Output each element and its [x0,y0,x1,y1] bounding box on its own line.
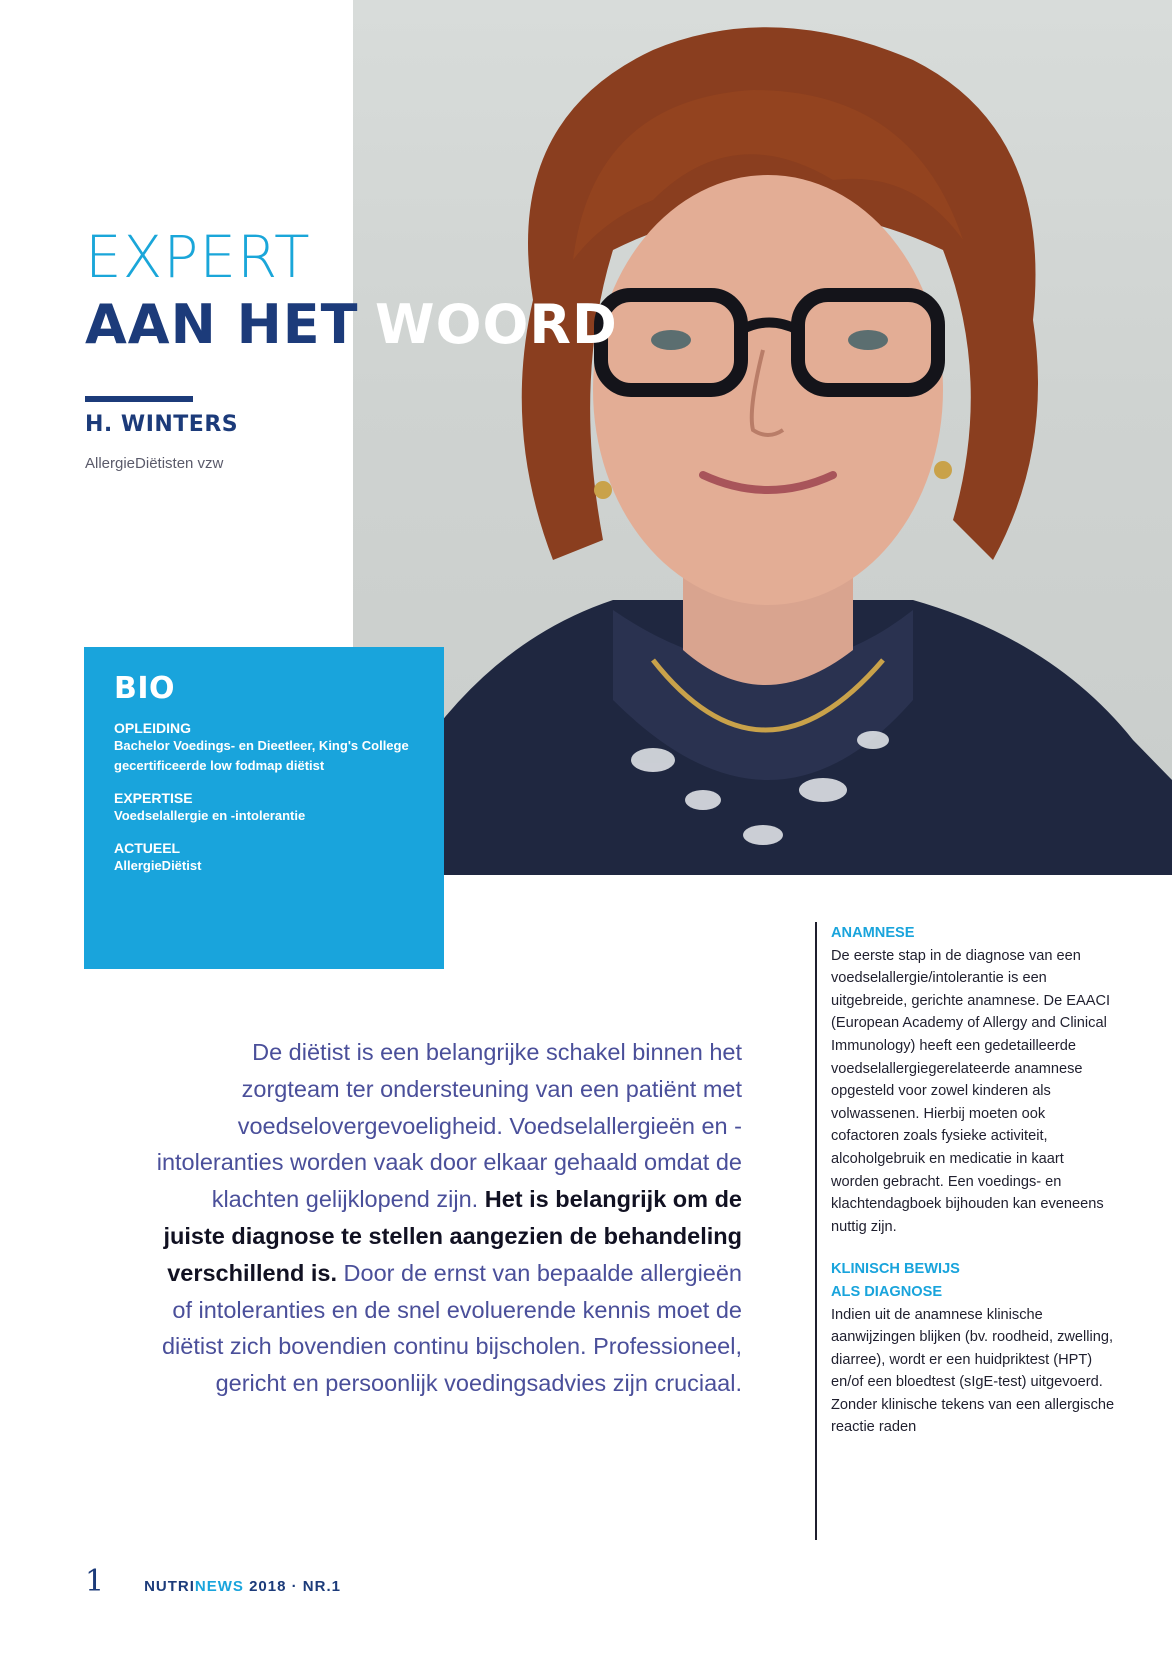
sidebar-column [815,922,1115,1540]
bio-box [84,647,444,969]
author-organization: AllergieDiëtisten vzw [85,455,224,472]
portrait-photo [353,0,1172,875]
intro-part-3: Door de ernst van bepaalde allergieën of intoleranties en de snel evoluerende kennis moet de diëtist zich bovendien continu bijscholen. Professioneel, gericht en persoonlijk voedingsadvies zijn cruciaal. [161,1259,742,1397]
magazine-issue: 2018 · NR.1 [243,1578,341,1595]
title-expert: EXPERT [85,223,311,291]
intro-part-2-bold: Het is belangrijk om de juiste diagnose te stellen aangezien de behandeling verschillend is. [163,1186,742,1286]
sidebar-heading-klinisch-b: ALS DIAGNOSE [831,1283,943,1300]
magazine-name-a: NUTRI [144,1578,195,1595]
intro-part-1: De diëtist is een belangrijke schakel binnen het zorgteam ter ondersteuning van een patiënt met voedselovergevoeligheid. Voedselallergieën en -intoleranties worden vaak door elkaar gehaald omdat de klachten gelijklopend zijn. [156,1039,742,1213]
title-woord: WOORD [375,293,618,356]
portrait-illustration [353,0,1172,875]
bio-value-opleiding: Bachelor Voedings- en Dieetleer, King's College gecertificeerde low fodmap diëtist [114,738,409,773]
title-divider [85,396,193,402]
bio-value-expertise: Voedselallergie en -intolerantie [114,808,306,823]
page-footer [85,1564,341,1599]
magazine-name-b: NEWS [194,1578,244,1595]
sidebar-text-klinisch: Indien uit de anamnese klinische aanwijzingen blijken (bv. roodheid, zwelling, diarree), wordt er een huidpriktest (HPT) en/of een bloedtest (sIgE-test) uitgevoerd. Zonder klinische tekens van een allergische reactie raden [831,1306,1115,1436]
sidebar-heading-anamnese: ANAMNESE [831,925,915,941]
bio-label-opleiding: OPLEIDING [114,720,192,736]
bio-value-actueel: AllergieDiëtist [114,858,202,873]
author-name: H. WINTERS [85,412,239,437]
intro-paragraph [150,1034,742,1402]
title-aan-het: AAN HET [85,293,359,356]
sidebar-heading-klinisch-a: KLINISCH BEWIJS [831,1261,960,1278]
bio-heading: BIO [114,671,176,706]
page-number: 1 [85,1564,105,1599]
bio-label-actueel: ACTUEEL [114,840,181,856]
bio-label-expertise: EXPERTISE [114,790,193,806]
sidebar-text-anamnese: De eerste stap in de diagnose van een voedselallergie/intolerantie is een uitgebreide, gerichte anamnese. De EAACI (European Academy of Allergy and Clinical Immunology) heeft een gedetailleerde voedselallergiegerelateerde anamnese opgesteld voor zowel kinderen als volwassenen. Hierbij moeten ook cofactoren zoals fysieke activiteit, alcoholgebruik en medicatie in kaart worden gebracht. Een voedings- en klachtendagboek bijhouden kan eveneens nuttig zijn. [831,947,1111,1235]
magazine-name [144,1578,341,1595]
